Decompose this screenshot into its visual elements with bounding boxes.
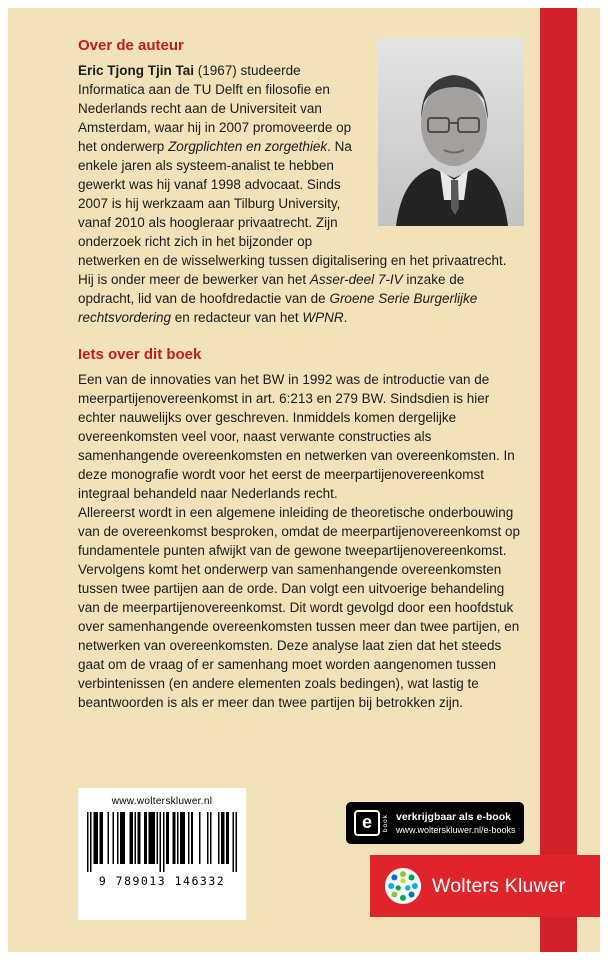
cover-text-column (78, 36, 524, 712)
cover-background (8, 8, 600, 952)
wolters-kluwer-emblem-icon (384, 867, 422, 905)
red-stripe (540, 8, 577, 952)
ebook-icon (354, 810, 389, 836)
publisher-logo-block (370, 855, 600, 917)
ean13-barcode (87, 812, 237, 872)
asser-title: Asser-deel 7-IV (309, 272, 403, 287)
text-segment: . (343, 310, 348, 325)
ebook-icon-letter: e (354, 810, 380, 836)
author-section-heading: Over de auteur (78, 37, 184, 54)
book-description-paragraph-2: Allereerst wordt in een algemene inleiding de theoretische onderbouwing van de overeenkomst besproken, omdat de meerpartijenovereenkomst op fundamentele punten afwijkt van de gewone tweepartijenovereenkomst. Vervolgens komt het onderwerp van samenhangende overeenkomsten tussen twee partijen aan de orde. Dan volgt een uitvoerige behandeling van de meerpartijenovereenkomst. Dit wordt gevolgd door een hoofdstuk over samenhangende overeenkomsten tussen meer dan twee partijen, en netwerken van overeenkomsten. Deze analyse laat zien dat het steeds gaat om de vraag of er samenhang moet worden aangenomen tussen verbintenissen (en andere elementen zoals bedingen), wat lastig te beantwoorden is als er meer dan twee partijen bij betrokken zijn. (78, 505, 520, 710)
ebook-badge-text (396, 811, 516, 836)
ebook-availability-label: verkrijgbaar als e-book (396, 810, 511, 823)
text-segment: . Na enkele jaren als systeem-analist te hebben gewerkt was hij vanaf 1998 advocaat. Sinds 2007 is hij werkzaam aan Tilburg University, vanaf 2010 als hoogleraar privaatrecht. Zijn onderzoek richt zich in het bijzonder op netwerken en de wisselwerking tussen digitalisering en het privaatrecht. Hij is onder meer de bewerker van het (78, 139, 507, 287)
thesis-title: Zorgplichten en zorgethiek (168, 139, 328, 154)
text-segment: inzake de opdracht, lid van de hoofdredactie van de (78, 272, 465, 306)
publisher-url: www.wolterskluwer.nl (111, 796, 213, 807)
text-segment: (1967) studeerde Informatica aan de TU Delft en filosofie en Nederlands recht aan de Universiteit van Amsterdam, waar hij in 2007 promoveerde op het onderwerp (78, 63, 352, 154)
book-section-heading: Iets over dit boek (78, 346, 202, 363)
journal-title: WPNR (302, 310, 344, 325)
barcode-block (78, 788, 246, 920)
text-segment: en redacteur van het (171, 310, 303, 325)
ebook-badge (346, 802, 524, 844)
author-photo (378, 38, 524, 226)
isbn-number: 9 789013 146332 (98, 874, 226, 888)
ebook-icon-word: book (382, 813, 389, 833)
publisher-name: Wolters Kluwer (432, 874, 566, 897)
ebook-url: www.wolterskluwer.nl/e-books (396, 824, 516, 835)
series-title: Groene Serie Burgerlijke rechtsvordering (78, 291, 478, 325)
book-description-paragraph-1: Een van de innovaties van het BW in 1992 was de introductie van de meerpartijenovereenkomst in art. 6:213 en 279 BW. Sindsdien is hier echter nauwelijks over geschreven. Inmiddels komen dergelijke overeenkomsten veel voor, naast verwante constructies als samenhangende overeenkomsten en netwerken van overeenkomsten. In deze monografie wordt voor het eerst de meerpartijenovereenkomst integraal behandeld naar Nederlands recht. (78, 372, 515, 501)
author-portrait-placeholder (378, 38, 524, 226)
author-name: Eric Tjong Tjin Tai (78, 63, 195, 78)
